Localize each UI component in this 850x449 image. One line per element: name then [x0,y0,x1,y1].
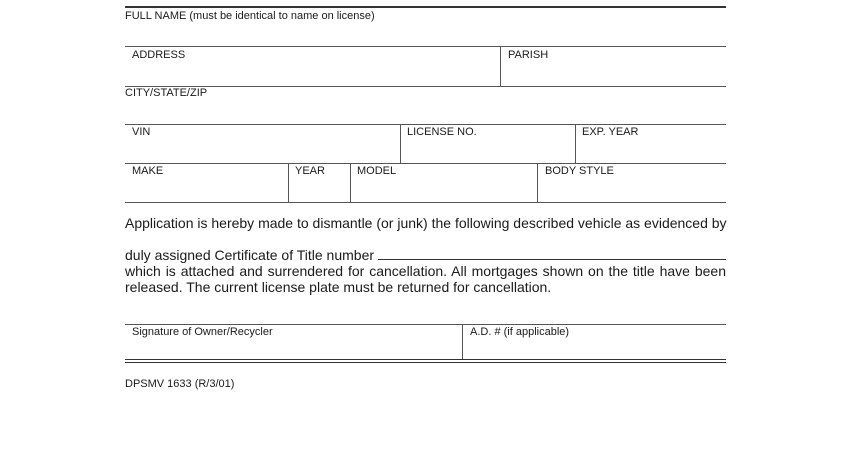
statement-line-2 [125,247,726,263]
city-state-zip-label: CITY/STATE/ZIP [125,87,208,99]
license-no-field[interactable] [402,140,574,162]
signature-row-rule [125,324,726,325]
signature-field[interactable] [125,340,461,358]
address-parish-divider [500,46,501,86]
statement-line-1: Application is hereby made to dismantle (or junk) the following described vehicle as evidenced by [125,215,727,231]
exp-year-field[interactable] [577,140,726,162]
year-field[interactable] [290,179,349,201]
vin-row-rule [125,124,726,125]
top-rule [125,6,726,8]
full-name-field[interactable] [125,24,726,44]
title-number-field[interactable] [378,247,726,260]
city-row-rule [125,86,726,87]
make-field[interactable] [125,179,287,201]
parish-field[interactable] [502,62,726,84]
vin-label: VIN [132,126,151,138]
body-style-label: BODY STYLE [545,165,614,177]
license-exp-divider [575,124,576,163]
model-body-divider [537,163,538,202]
city-state-zip-field[interactable] [125,101,726,123]
vin-field[interactable] [125,140,399,162]
address-row-rule [125,46,726,47]
title-number-prefix: duly assigned Certificate of Title number [125,247,375,263]
year-model-divider [350,163,351,202]
model-label: MODEL [357,165,397,177]
vehicle-bottom-rule [125,202,726,203]
model-field[interactable] [352,179,536,201]
license-no-label: LICENSE NO. [407,126,477,138]
signature-ad-divider [462,324,463,360]
ad-number-field[interactable] [464,340,726,358]
statement-body: which is attached and surrendered for cancellation. All mortgages shown on the title have been released. The current license plate must be returned for cancellation. [125,263,726,295]
form-number: DPSMV 1633 (R/3/01) [125,378,235,390]
signature-bottom-rule [125,359,726,363]
address-field[interactable] [125,62,499,84]
year-label: YEAR [295,165,325,177]
ad-number-label: A.D. # (if applicable) [470,326,570,338]
body-style-field[interactable] [539,179,726,201]
address-label: ADDRESS [132,49,186,61]
signature-label: Signature of Owner/Recycler [132,326,273,338]
make-label: MAKE [132,165,164,177]
exp-year-label: EXP. YEAR [582,126,639,138]
parish-label: PARISH [508,49,549,61]
full-name-label: FULL NAME (must be identical to name on license) [125,10,375,22]
make-year-divider [288,163,289,202]
make-row-rule [125,163,726,164]
vin-license-divider [400,124,401,163]
